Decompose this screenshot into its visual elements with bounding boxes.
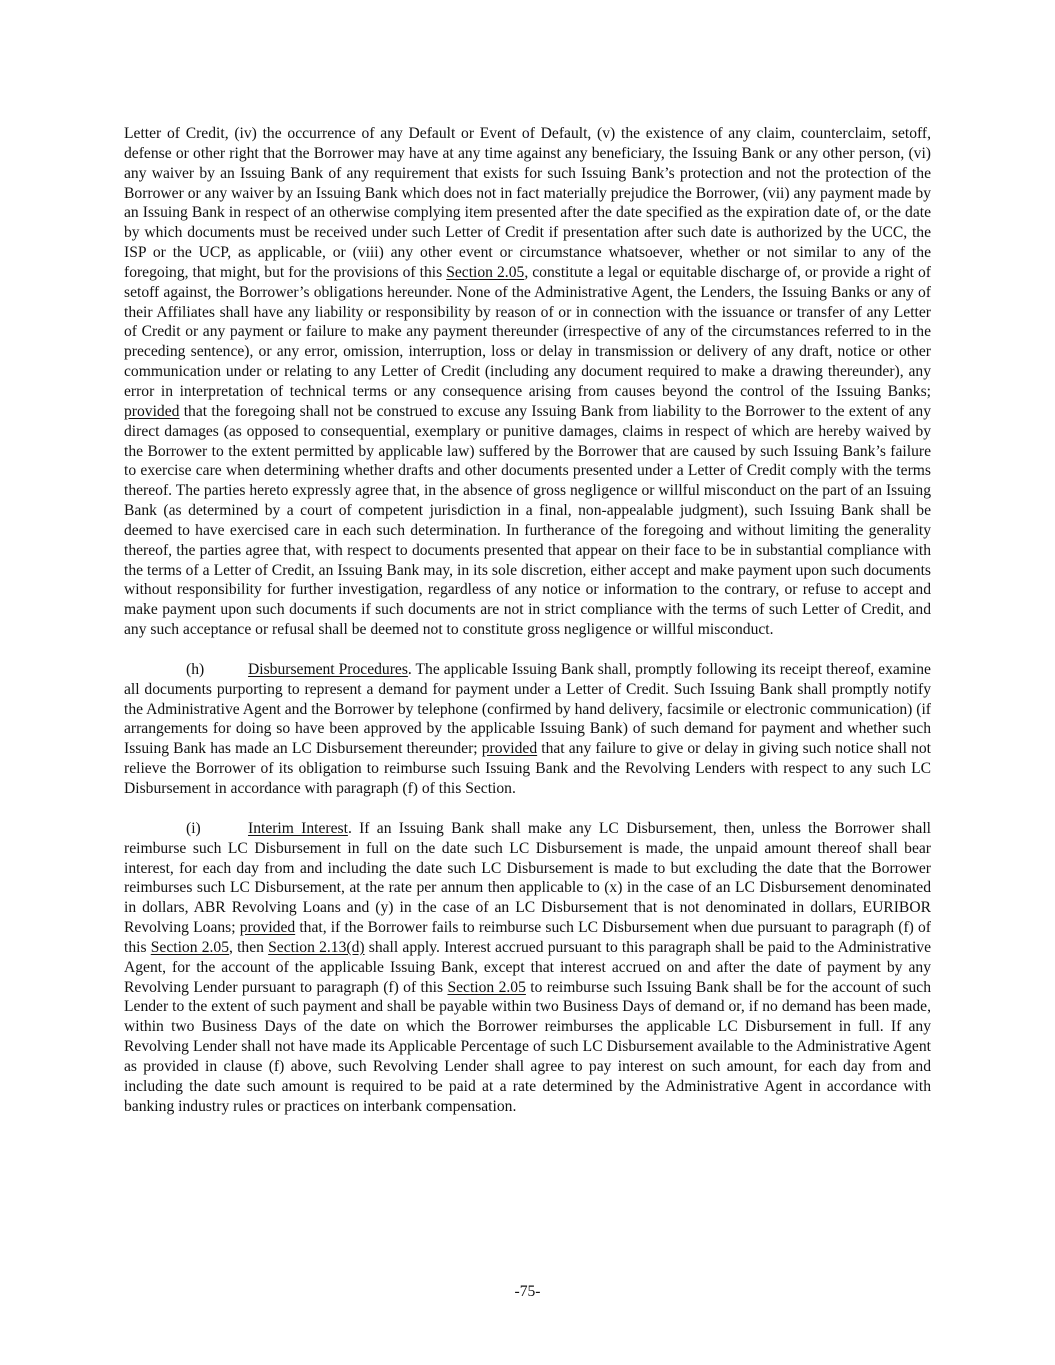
text-run: that, if the Borrower fails to reimburse such LC Disbursement when due pursuant to paragraph (f) of this [124, 919, 931, 956]
paragraph-continuation [124, 124, 931, 640]
text-run: . The applicable Issuing Bank shall, promptly following its receipt thereof, examine all documents purporting to represent a demand for payment under a Letter of Credit. Such Issuing Bank shall promptly notify the Administrative Agent and the Borrower by telephone (confirmed by hand delivery, facsimile or electronic communication) (if arrangements for doing so have been approved by the applicable Issuing Bank) of such demand for payment and whether such Issuing Bank has made an LC Disbursement thereunder; [124, 660, 931, 758]
text-run: , constitute a legal or equitable discharge of, or provide a right of setoff against, the Borrower’s obligations hereunder. None of the Administrative Agent, the Lenders, the Issuing Banks or any of their Affiliates shall have any liability or responsibility by reason of or in connection with the issuance or transfer of any Letter of Credit or any payment or failure to make any payment thereunder (irrespective of any of the circumstances referred to in the preceding sentence), or any error, omission, interruption, loss or delay in transmission or delivery of any draft, notice or other communication under or relating to any Letter of Credit (including any document required to make a drawing thereunder), any error in interpretation of technical terms or any consequence arising from causes beyond the control of the Issuing Banks; [124, 263, 932, 400]
text-run: . If an Issuing Bank shall make any LC Disbursement, then, unless the Borrower shall reimburse such LC Disbursement in full on the date such LC Disbursement is made, the unpaid amount thereof shall bear interest, for each day from and including the date such LC Disbursement is made to but excluding the date that the Borrower reimburses such LC Disbursement, at the rate per annum then applicable to (x) in the case of an LC Disbursement denominated in dollars, ABR Revolving Loans and (y) in the case of an LC Disbursement that is not denominated in dollars, EURIBOR Revolving Loans; [124, 819, 931, 937]
provided-term: provided [124, 402, 180, 420]
paragraph-h-disbursement-procedures [124, 660, 931, 799]
text-run: shall apply. Interest accrued pursuant to this paragraph shall be paid to the Administrative Agent, for the account of the applicable Issuing Bank, except that interest accrued on and after the date of payment by any Revolving Lender pursuant to paragraph (f) of this [124, 938, 931, 996]
page-number: -75- [514, 1283, 541, 1300]
section-reference: Section 2.13(d) [268, 938, 365, 956]
provided-term: provided [481, 740, 538, 758]
text-run: to reimburse such Issuing Bank shall be for the account of such Lender to the extent of such payment and shall be payable within two Business Days of demand or, if no demand has been made, within two Business Days of the date on which the Borrower reimburses the applicable LC Disbursement in full. If any Revolving Lender shall not have made its Applicable Percentage of such LC Disbursement available to the Administrative Agent as provided in clause (f) above, such Revolving Lender shall agree to pay interest on such amount, for each day from and including the date such amount is required to be paid at a rate determined by the Administrative Agent in accordance with banking industry rules or practices on interbank compensation. [124, 978, 931, 1115]
clause-label: (i) [186, 819, 201, 837]
clause-heading: Interim Interest [248, 819, 348, 837]
text-run: , then [229, 938, 269, 956]
text-run: that any failure to give or delay in giving such notice shall not relieve the Borrower of its obligation to reimburse such Issuing Bank and the Revolving Lenders with respect to any such LC Disbursement in accordance with paragraph (f) of this Section. [124, 740, 931, 797]
clause-label: (h) [186, 660, 205, 678]
section-reference: Section 2.05 [150, 938, 229, 956]
clause-heading: Disbursement Procedures [248, 660, 408, 678]
section-reference: Section 2.05 [447, 978, 526, 996]
section-reference: Section 2.05 [446, 263, 525, 281]
provided-term: provided [239, 919, 296, 937]
text-run: Letter of Credit, (iv) the occurrence of any Default or Event of Default, (v) the existence of any claim, counterclaim, setoff, defense or other right that the Borrower may have at any time against any beneficiary, the Issuing Bank or any other person, (vi) any waiver by an Issuing Bank of any requirement that exists for such Issuing Bank’s protection and not the protection of the Borrower or any waiver by an Issuing Bank which does not in fact materially prejudice the Borrower, (vii) any payment made by an Issuing Bank in respect of an otherwise complying item presented after the date specified as the expiration date of, or the date by which documents must be received under such Letter of Credit if presentation after such date is authorized by the UCC, the ISP or the UCP, as applicable, or (viii) any other event or circumstance whatsoever, whether or not similar to any of the foregoing, that might, but for the provisions of this [124, 125, 931, 281]
document-page [124, 124, 931, 1117]
paragraph-i-interim-interest [124, 819, 931, 1117]
text-run: that the foregoing shall not be construed to excuse any Issuing Bank from liability to the Borrower to the extent of any direct damages (as opposed to consequential, exemplary or punitive damages, claims in respect of which are hereby waived by the Borrower to the extent permitted by applicable law) suffered by the Borrower that are caused by such Issuing Bank’s failure to exercise care when determining whether drafts and other documents presented under a Letter of Credit comply with the terms thereof. The parties hereto expressly agree that, in the absence of gross negligence or willful misconduct on the part of an Issuing Bank (as determined by a court of competent jurisdiction in a final, non-appealable judgment), such Issuing Bank shall be deemed to have exercised care in each such determination. In furtherance of the foregoing and without limiting the generality thereof, the parties agree that, with respect to documents presented that appear on their face to be in substantial compliance with the terms of a Letter of Credit, an Issuing Bank may, in its sole discretion, either accept and make payment upon such documents without responsibility for further investigation, regardless of any notice or information to the contrary, or refuse to accept and make payment upon such documents if such documents are not in strict compliance with the terms of such Letter of Credit, and any such acceptance or refusal shall be deemed not to constitute gross negligence or willful misconduct. [124, 402, 931, 639]
